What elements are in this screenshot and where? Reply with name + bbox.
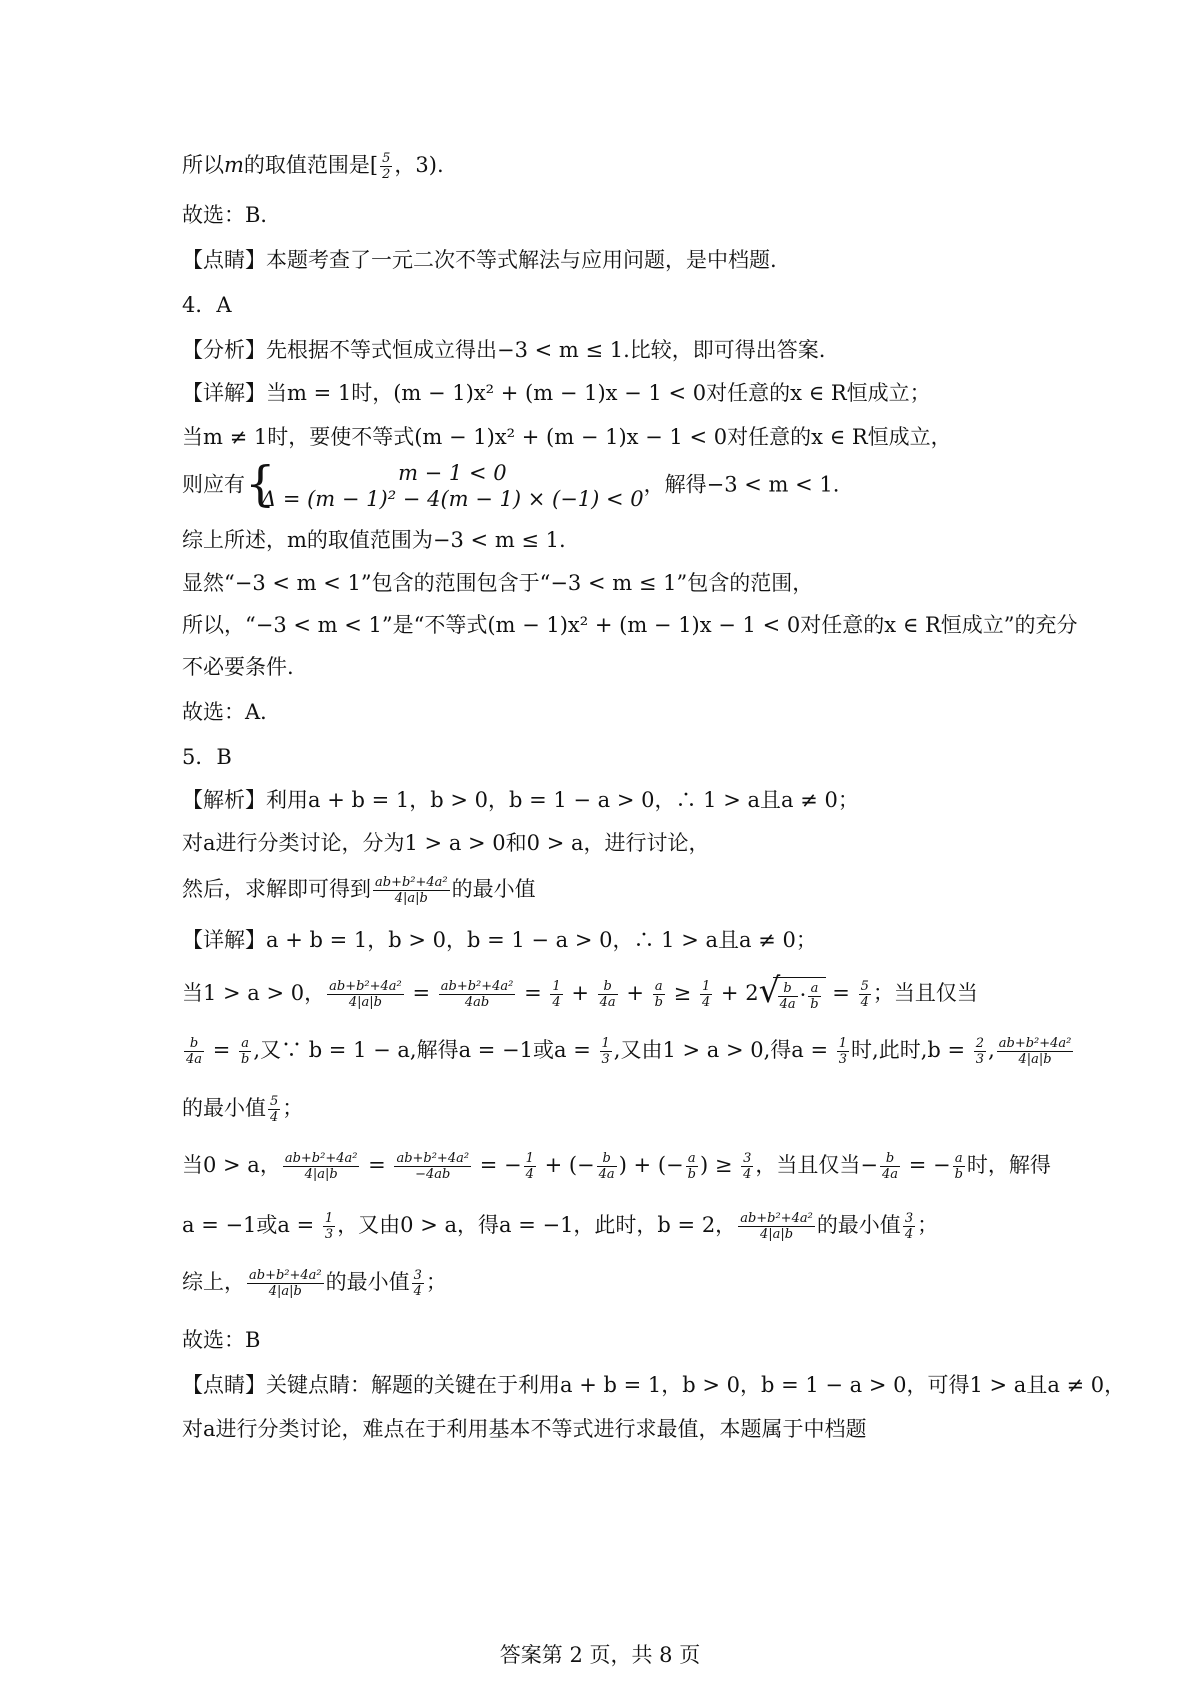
text-line-16: 对a进行分类讨论，分为1 > a > 0和0 > a，进行讨论， xyxy=(182,831,710,855)
text-line-20: $\frac{b}{4a}$ = $\frac{a}{b}$ ,又∵ b = 1 − a,解得a = −1或a = $\frac{1}{3}$ ,又由1 > a > 0,得a = $\frac{1}{3}$ 时,此时,b = $\frac{2}{3}$ , $\frac{\text{ab+b²+4a²}}{4|a|b}$ xyxy=(186,1036,1072,1067)
text-line-18: 【详解】a + b = 1，b > 0，b = 1 − a > 0，∴ 1 > a且a ≠ 0； xyxy=(182,928,817,952)
text-line-8: 则应有 { m − 1 < 0 Δ = (m − 1)² − 4(m − 1) × (−1) < 0 ，解得−3 < m < 1. xyxy=(182,456,840,512)
fraction: $\frac{1}{4}$ xyxy=(525,1151,534,1182)
text-line-25: 故选：B xyxy=(182,1328,261,1352)
fraction: $\frac{\text{ab+b²+4a²}}{-4ab}$ xyxy=(396,1151,470,1182)
fraction: $\frac{a}{b}$ xyxy=(241,1036,250,1067)
fraction: $\frac{\text{ab+b²+4a²}}{4|a|b}$ xyxy=(249,1268,322,1299)
text-line-15: 【解析】利用a + b = 1，b > 0，b = 1 − a > 0，∴ 1 > a且a ≠ 0； xyxy=(182,788,859,812)
text-line-10: 显然“−3 < m < 1”包含的范围包含于“−3 < m ≤ 1”包含的范围， xyxy=(182,571,814,595)
text-line-1: 所以m的取值范围是[ $\frac{5}{2}$ ，3). xyxy=(182,151,444,182)
fraction: $\frac{b}{4a}$ xyxy=(882,1151,899,1182)
fraction: $\frac{\text{ab+b²+4a²}}{4ab}$ xyxy=(440,979,514,1010)
fraction: $\frac{1}{4}$ xyxy=(552,979,561,1010)
fraction: $\frac{a}{b}$ xyxy=(654,979,663,1010)
text-line-22: 当0 > a， $\frac{\text{ab+b²+4a²}}{4|a|b}$ = $\frac{\text{ab+b²+4a²}}{-4ab}$ = − $\frac{1}{4}$ + (− $\frac{b}{4a}$ ) + (− $\frac{a}{b}$ ) ≥ $\frac{3}{4}$ ，当且仅当− $\frac{b}{4a}$ = − $\frac{a}{b}$ 时，解得 xyxy=(182,1151,1051,1182)
fraction: $\frac{\text{ab+b²+4a²}}{4|a|b}$ xyxy=(375,875,448,906)
fraction: $\frac{5}{4}$ xyxy=(270,1094,279,1125)
page-footer: 答案第 2 页，共 8 页 xyxy=(499,1643,701,1667)
square-root: √ $\frac{b}{4a}$ · $\frac{a}{b}$ xyxy=(759,977,826,1012)
text-line-7: 当m ≠ 1时，要使不等式(m − 1)x² + (m − 1)x − 1 < 0对任意的x ∈ R恒成立， xyxy=(182,425,952,449)
question-number-5: 5．B xyxy=(182,745,232,769)
fraction: $\frac{\text{ab+b²+4a²}}{4|a|b}$ xyxy=(998,1036,1072,1067)
text-line-12: 不必要条件. xyxy=(182,655,294,679)
text-line-9: 综上所述，m的取值范围为−3 < m ≤ 1. xyxy=(182,528,566,552)
fraction: $\frac{\text{ab+b²+4a²}}{4|a|b}$ xyxy=(740,1211,813,1242)
fraction: $\frac{1}{4}$ xyxy=(701,979,711,1010)
text-line-13: 故选：A． xyxy=(182,700,282,724)
question-number-4: 4．A xyxy=(182,293,232,317)
fraction: $\frac{2}{3}$ xyxy=(975,1036,985,1067)
fraction: $\frac{1}{3}$ xyxy=(324,1211,334,1242)
text-line-6: 【详解】当m = 1时，(m − 1)x² + (m − 1)x − 1 < 0对任意的x ∈ R恒成立； xyxy=(182,381,931,405)
text-line-2: 故选：B． xyxy=(182,203,282,227)
fraction: $\frac{5}{2}$ xyxy=(382,151,391,182)
fraction: $\frac{b}{4a}$ xyxy=(186,1036,203,1067)
fraction: $\frac{3}{4}$ xyxy=(743,1151,752,1182)
fraction: $\frac{3}{4}$ xyxy=(413,1268,422,1299)
fraction: $\frac{1}{3}$ xyxy=(601,1036,610,1067)
fraction: $\frac{b}{4a}$ xyxy=(598,1151,615,1182)
fraction: $\frac{1}{3}$ xyxy=(838,1036,848,1067)
text-line-17: 然后，求解即可得到 $\frac{\text{ab+b²+4a²}}{4|a|b}$ 的最小值 xyxy=(182,875,536,906)
text-line-5: 【分析】先根据不等式恒成立得出−3 < m ≤ 1.比较，即可得出答案. xyxy=(182,338,826,362)
equation-system: { m − 1 < 0 Δ = (m − 1)² − 4(m − 1) × (−1) < 0 xyxy=(245,456,644,512)
fraction: $\frac{a}{b}$ xyxy=(687,1151,696,1182)
fraction: $\frac{\text{ab+b²+4a²}}{4|a|b}$ xyxy=(284,1151,358,1182)
text-line-27: 对a进行分类讨论，难点在于利用基本不等式进行求最值，本题属于中档题 xyxy=(182,1417,867,1441)
text-line-11: 所以，“−3 < m < 1”是“不等式(m − 1)x² + (m − 1)x − 1 < 0对任意的x ∈ R恒成立”的充分 xyxy=(182,613,1078,637)
text-line-19: 当1 > a > 0， $\frac{\text{ab+b²+4a²}}{4|a|b}$ = $\frac{\text{ab+b²+4a²}}{4ab}$ = $\frac{1}{4}$ + $\frac{b}{4a}$ + $\frac{a}{b}$ ≥ $\frac{1}{4}$ + 2 √ $\frac{b}{4a}$ · $\frac{a}{b}$ = $\frac{5}{4}$ ；当且仅当 xyxy=(182,971,978,1012)
text-line-23: a = −1或a = $\frac{1}{3}$ ，又由0 > a，得a = −1，此时，b = 2， $\frac{\text{ab+b²+4a²}}{4|a|b}$ 的最小值 $\frac{3}{4}$ ； xyxy=(182,1211,939,1242)
fraction: $\frac{b}{4a}$ xyxy=(599,979,616,1010)
fraction: $\frac{a}{b}$ xyxy=(954,1151,963,1182)
text-line-3: 【点睛】本题考查了一元二次不等式解法与应用问题，是中档题. xyxy=(182,248,777,272)
fraction: $\frac{\text{ab+b²+4a²}}{4|a|b}$ xyxy=(329,979,402,1010)
text-line-26: 【点睛】关键点睛：解题的关键在于利用a + b = 1，b > 0，b = 1 − a > 0，可得1 > a且a ≠ 0， xyxy=(182,1373,1126,1397)
text-line-21: 的最小值 $\frac{5}{4}$ ； xyxy=(182,1094,304,1125)
fraction: $\frac{3}{4}$ xyxy=(904,1211,914,1242)
text-line-24: 综上， $\frac{\text{ab+b²+4a²}}{4|a|b}$ 的最小值 $\frac{3}{4}$ ； xyxy=(182,1268,447,1299)
fraction: $\frac{5}{4}$ xyxy=(860,979,869,1010)
